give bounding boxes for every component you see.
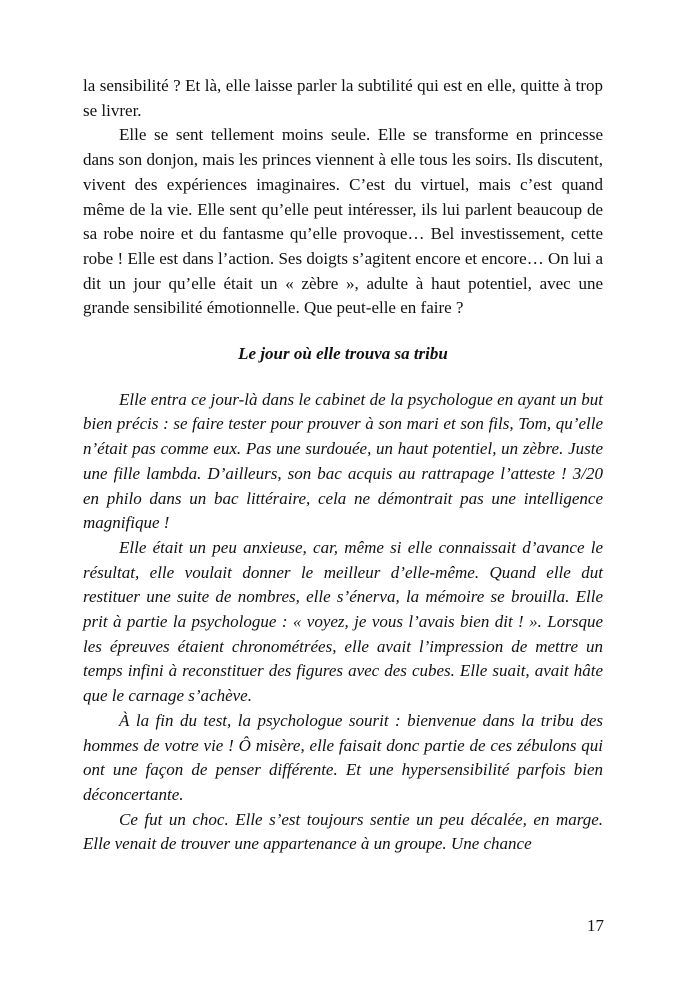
- paragraph: Elle entra ce jour-là dans le cabinet de la psychologue en ayant un but bien précis : se faire tester pour prouver à son mari et son fils, Tom, qu’elle n’était pas comme eux. Pas une surdouée, un haut potentiel, un zèbre. Juste une fille lambda. D’ailleurs, son bac acquis au rattrapage l’atteste ! 3/20 en philo dans un bac littéraire, cela ne démontrait pas une intelligence magnifique !: [83, 389, 603, 533]
- paragraph: À la fin du test, la psychologue sourit : bienvenue dans la tribu des hommes de votre vie ! Ô misère, elle faisait donc partie de ces zébulons qui ont une façon de penser différente. Et une hypersensibilité parfois bien déconcertante.: [83, 710, 603, 804]
- paragraph: Elle était un peu anxieuse, car, même si elle connaissait d’avance le résultat, elle voulait donner le meilleur d’elle-même. Quand elle dut restituer une suite de nombres, elle s’énerva, la mémoire se brouilla. Elle prit à partie la psychologue : « voyez, je vous l’avais bien dit ! ». Lorsque les épreuves étaient chronométrées, elle avait l’impression de mettre un temps infini à reconstituer des figures avec des cubes. Elle suait, avait hâte que le carnage s’achève.: [83, 537, 603, 706]
- paragraph: Ce fut un choc. Elle s’est toujours sentie un peu décalée, en marge. Elle venait de trouver une appartenance à un groupe. Une chance: [83, 809, 603, 854]
- page-number: 17: [587, 916, 604, 935]
- paragraph: la sensibilité ? Et là, elle laisse parler la subtilité qui est en elle, quitte à trop se livrer.: [83, 76, 603, 120]
- section-heading: Le jour où elle trouva sa tribu: [238, 344, 448, 364]
- paragraph: Elle se sent tellement moins seule. Elle se transforme en princesse dans son donjon, mais les princes viennent à elle tous les soirs. Ils discutent, vivent des expériences imaginaires. C’est du virtuel, mais c’est quand même de la vie. Elle sent qu’elle peut intéresser, ils lui parlent beaucoup de sa robe noire et du fantasme qu’elle provoque… Bel investissement, cette robe ! Elle est dans l’action. Ses doigts s’agitent encore et encore… On lui a dit un jour qu’elle était un « zèbre », adulte à haut potentiel, avec une grande sensibilité émotionnelle. Que peut-elle en faire ?: [83, 125, 603, 318]
- page-body: [83, 74, 603, 857]
